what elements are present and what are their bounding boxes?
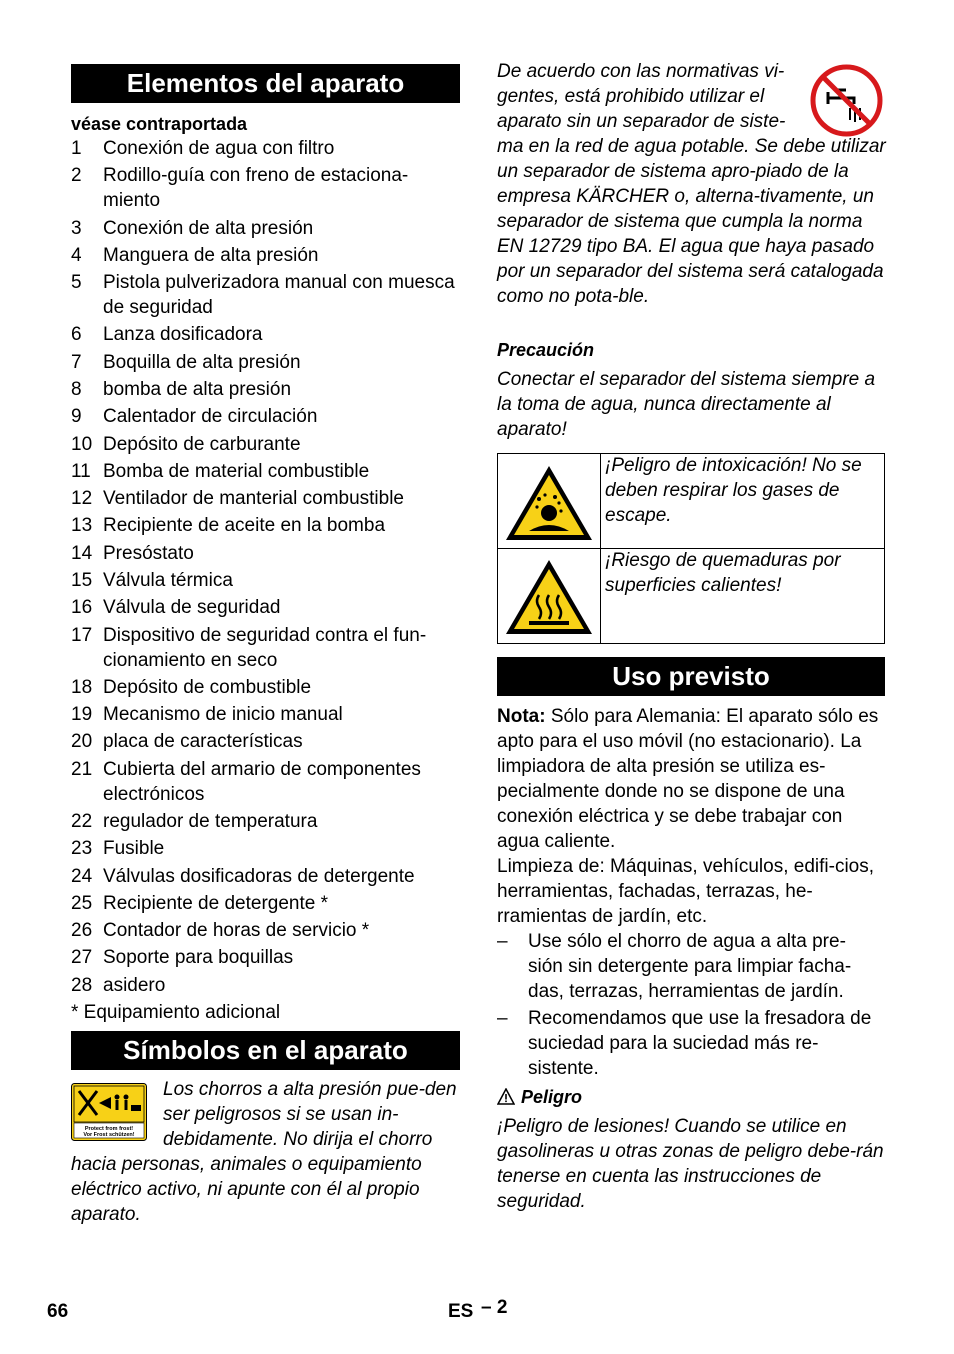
hot-surface-warning-text: ¡Riesgo de quemaduras por superficies calientes!: [605, 550, 841, 596]
list-item-number: 24: [71, 866, 93, 887]
frost-label-de: Vor Frost schützen!: [83, 1132, 135, 1138]
section-heading-intended-use: Uso previsto: [497, 657, 885, 696]
frost-label-en: Protect from frost!: [84, 1126, 134, 1132]
list-item-text: Dispositivo de seguridad contra el fun-cionamiento en seco: [103, 625, 427, 671]
list-item-number: 21: [71, 759, 93, 780]
list-item-number: 11: [71, 461, 91, 482]
list-item-number: 22: [71, 811, 93, 832]
list-item-text: Válvula de seguridad: [103, 597, 281, 618]
list-item-number: 15: [71, 570, 93, 591]
list-item: [71, 945, 463, 970]
list-item: [71, 836, 463, 861]
list-item: [71, 541, 463, 566]
list-item-text: Lanza dosificadora: [103, 324, 263, 345]
list-item: [71, 891, 463, 916]
list-item-number: 20: [71, 731, 93, 752]
list-item-number: 9: [71, 406, 82, 427]
list-item-text: Pistola pulverizadora manual con muesca de seguridad: [103, 272, 455, 318]
list-item-number: 8: [71, 379, 82, 400]
list-item-text: Manguera de alta presión: [103, 245, 319, 266]
list-item-number: 5: [71, 272, 82, 293]
list-item-number: 18: [71, 677, 93, 698]
list-item-text: Conexión de alta presión: [103, 218, 314, 239]
list-item-number: 10: [71, 434, 93, 455]
list-item-number: 2: [71, 165, 82, 186]
list-item-number: 4: [71, 245, 82, 266]
page-number: 66: [47, 1301, 69, 1322]
list-item-text: Boquilla de alta presión: [103, 352, 301, 373]
list-item-number: 25: [71, 893, 93, 914]
list-item-text: Recipiente de aceite en la bomba: [103, 515, 386, 536]
list-item-text: Conexión de agua con filtro: [103, 138, 335, 159]
list-item-number: 23: [71, 838, 93, 859]
list-item-text: Ventilador de manterial combustible: [103, 488, 405, 509]
list-item-number: 14: [71, 543, 93, 564]
list-item: [71, 623, 463, 673]
cleaning-paragraph: Limpieza de: Máquinas, vehículos, edifi-cios, herramientas, fachadas, terrazas, he-rramientas de jardín, etc.: [497, 856, 875, 927]
list-item: [71, 350, 463, 375]
list-item: [71, 973, 463, 998]
list-item: [71, 918, 463, 943]
list-item: [71, 809, 463, 834]
list-item: [71, 270, 463, 320]
danger-text: ¡Peligro de lesiones! Cuando se utilice en gasolineras u otras zonas de peligro debe-rán tenerse en cuenta las instrucciones de seguridad.: [497, 1116, 884, 1212]
list-item-number: 27: [71, 947, 93, 968]
list-item-text: bomba de alta presión: [103, 379, 292, 400]
list-item-number: 6: [71, 324, 82, 345]
list-item-number: 7: [71, 352, 82, 373]
list-item: [71, 136, 463, 161]
section-heading-symbols: Símbolos en el aparato: [71, 1031, 460, 1070]
list-item: [71, 163, 463, 213]
list-item: [71, 757, 463, 807]
list-item-number: 12: [71, 488, 93, 509]
list-item: [71, 702, 463, 727]
exhaust-gas-warning-icon: [503, 463, 595, 543]
list-item-number: 16: [71, 597, 93, 618]
list-item-text: Calentador de circulación: [103, 406, 318, 427]
list-item-number: 17: [71, 625, 93, 646]
list-item: [71, 432, 463, 457]
warning-triangle-icon: [497, 1088, 515, 1110]
warning-table: [497, 453, 885, 644]
list-item-number: 13: [71, 515, 93, 536]
list-item-number: 1: [71, 138, 82, 159]
list-item-text: regulador de temperatura: [103, 811, 318, 832]
list-item: [71, 513, 463, 538]
list-item-number: 19: [71, 704, 93, 725]
list-item: [71, 216, 463, 241]
list-item: [71, 595, 463, 620]
list-item: [71, 864, 463, 889]
caution-label: Precaución: [497, 340, 595, 360]
list-item-text: Bomba de material combustible: [103, 461, 370, 482]
list-item: [71, 404, 463, 429]
system-separator-text: De acuerdo con las normativas vi-gentes, está prohibido utilizar el aparato sin un separador de siste-ma en la red de agua potable. Se debe utilizar un separador de sistema apro-piado de la empresa KÄRCHER o, alterna-tivamente, un separador de sistema que cumpla la norma EN 12729 tipo BA. El agua que haya pasado por un separador del sistema será catalogada como no pota-ble.: [497, 61, 886, 307]
list-item: [71, 243, 463, 268]
language-code: ES: [448, 1301, 474, 1322]
see-back-cover-label: véase contraportada: [71, 114, 248, 134]
sub-page-number: – 2: [481, 1297, 508, 1318]
list-item-text: Contador de horas de servicio *: [103, 920, 370, 941]
list-item-number: 28: [71, 975, 93, 996]
list-item: [71, 729, 463, 754]
bullet-item: – Recomendamos que use la fresadora de suciedad para la suciedad más re-sistente.: [497, 1008, 872, 1079]
symbol-description: Los chorros a alta presión pue-den ser peligrosos si se usan in-debidamente. No dirija el chorro hacia personas, animales o equipamiento eléctrico activo, ni apunte con él al propio aparato.: [71, 1079, 457, 1225]
exhaust-gas-warning-text: ¡Peligro de intoxicación! No se deben respirar los gases de escape.: [605, 455, 862, 526]
list-item-number: 26: [71, 920, 93, 941]
note-label: Nota:: [497, 706, 546, 727]
list-item-text: asidero: [103, 975, 166, 996]
list-item-text: Recipiente de detergente *: [103, 893, 328, 914]
caution-text: Conectar el separador del sistema siempre a la toma de agua, nunca directamente al aparato!: [497, 369, 876, 440]
list-item-text: Depósito de combustible: [103, 677, 312, 698]
list-item: [71, 377, 463, 402]
bullet-item: – Use sólo el chorro de agua a alta pre-sión sin detergente para limpiar facha-das, terrazas, herramientas de jardín.: [497, 931, 852, 1002]
list-item-text: Mecanismo de inicio manual: [103, 704, 343, 725]
list-item: [71, 568, 463, 593]
list-item-text: Presóstato: [103, 543, 194, 564]
list-item: [71, 486, 463, 511]
note-paragraph: Nota: Sólo para Alemania: El aparato sólo es apto para el uso móvil (no estacionario). La limpiadora de alta presión se utiliza es-pecialmente donde no se dispone de una conexión eléctrica y se debe trabajar con agua caliente.: [497, 706, 879, 852]
list-item: [71, 675, 463, 700]
section-heading-elements: Elementos del aparato: [71, 64, 460, 103]
list-item-text: Válvulas dosificadoras de detergente: [103, 866, 415, 887]
list-item-text: Depósito de carburante: [103, 434, 301, 455]
list-item-text: Cubierta del armario de componentes electrónicos: [103, 759, 421, 805]
footnote: * Equipamiento adicional: [71, 1002, 281, 1023]
list-item-text: Fusible: [103, 838, 165, 859]
danger-heading: Peligro: [497, 1087, 582, 1110]
list-item-text: Válvula térmica: [103, 570, 233, 591]
list-item-text: Rodillo-guía con freno de estaciona-miento: [103, 165, 409, 211]
list-item-text: placa de características: [103, 731, 303, 752]
hot-surface-warning-icon: [503, 557, 595, 637]
list-item: [71, 322, 463, 347]
list-item-text: Soporte para boquillas: [103, 947, 294, 968]
list-item: [71, 459, 463, 484]
list-item-number: 3: [71, 218, 82, 239]
